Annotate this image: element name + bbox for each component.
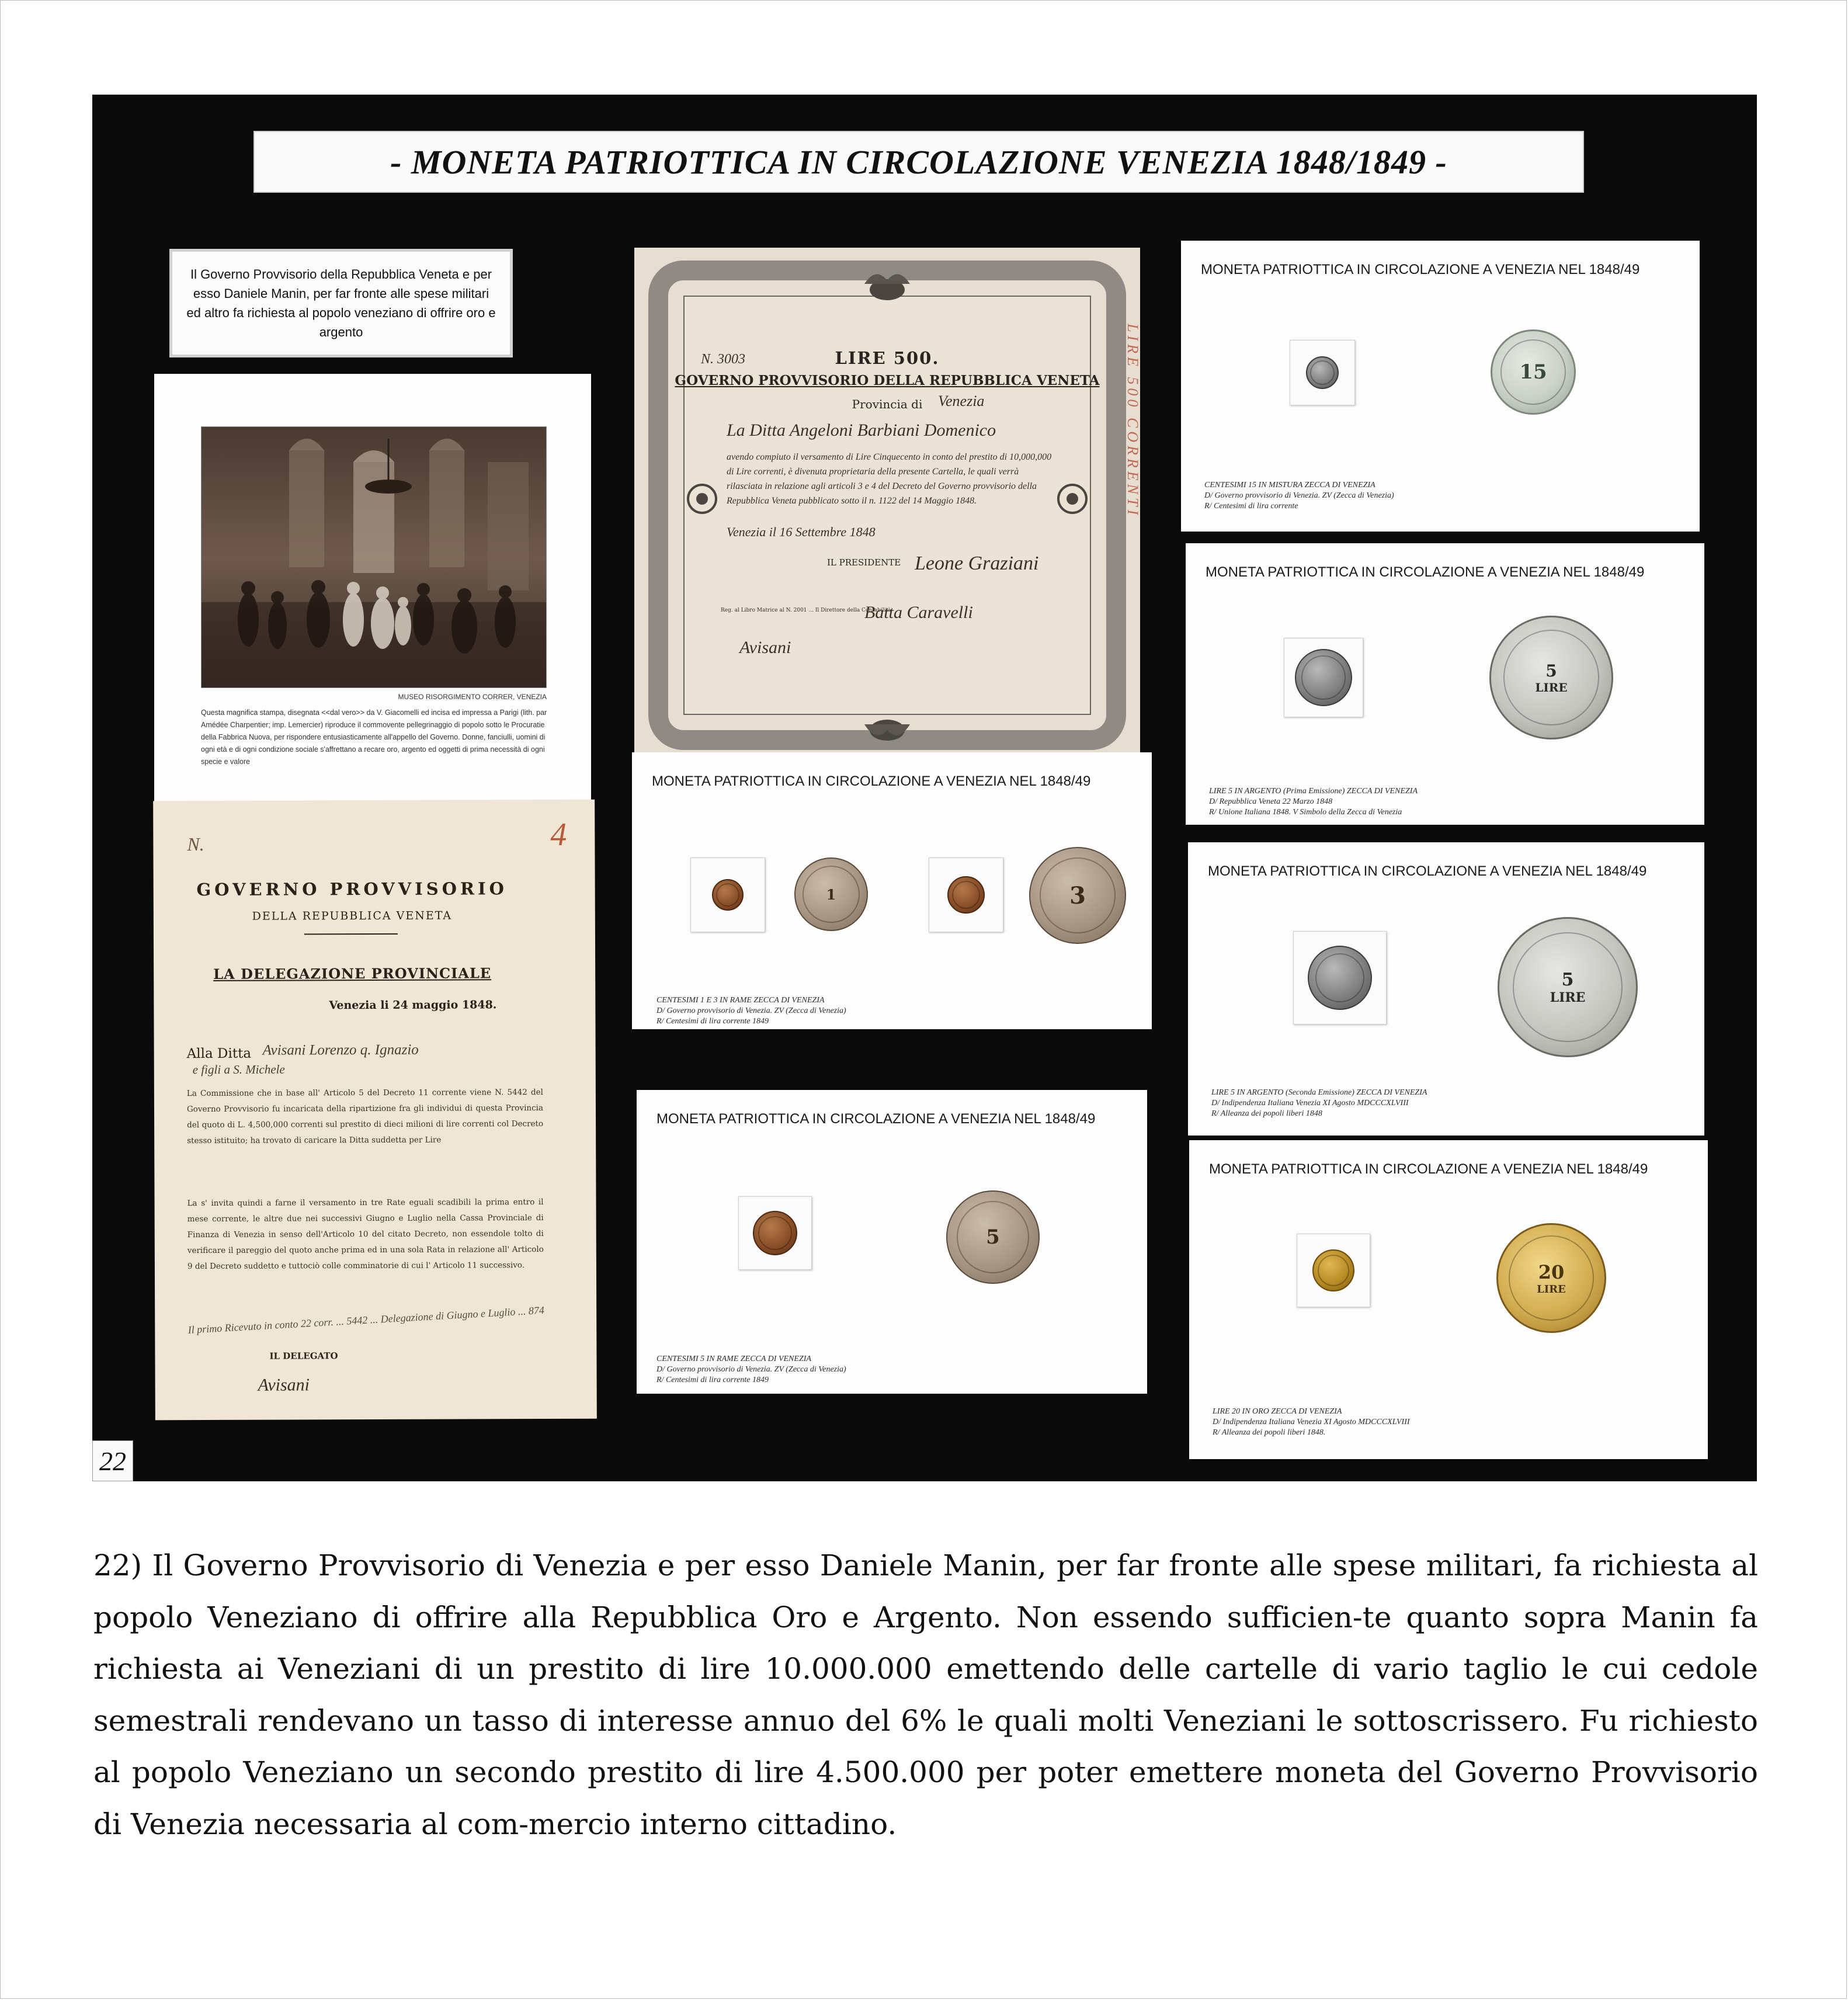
letter-body-2: La s' invita quindi a farne il versamento in tre Rate eguali scadibili la prima entro il mese corrente, le altre due nei successivi Giugno e Luglio nella Cassa Provinciale di Finanza di Venezia in senso dell'Articolo 10 del citato Decreto, non essendole tolto di verificare il pareggio del quoto anche prima ed in una sola Rata in relazione all' Articolo 9 del Decreto suddetto e tuttociò colle comminatorie di cui l' Articolo 11 successivo. [187,1197,544,1272]
coin-denomination: 5 [1561,969,1574,990]
letter-addressee-handwriting-2: e figli a S. Michele [192,1062,285,1077]
letter-signature: Avisani [258,1375,310,1395]
certificate-provincia: Provincia di [852,397,923,411]
coin-denomination: 5 [1545,661,1557,680]
coin-obverse [753,1211,797,1255]
coin-denomination: 1 [826,886,836,903]
engraving-description: Questa magnifica stampa, disegnata <<dal vero>> da V. Giacomelli ed incisa ed impressa a Parigi (lith. par Amédée Charpentier; imp. Lemercier) riproduce il commovente pellegrinaggio di popolo sotto le Procuratie della Fabbrica Nuova, per rispondere entusiasticamente all'appello del Governo. Donne, fanciulli, uomini di ogni età e di ogni condizione sociale s'affrettano a recare oro, argento ed oggetti di prima necessità di ogni specie e valore [201,709,547,766]
coin-denomination: 20 [1538,1261,1565,1283]
certificate-issuer: GOVERNO PROVVISORIO DELLA REPUBBLICA VENETA [675,373,1100,388]
certificate-president-signature: Leone Graziani [915,553,1039,574]
engraving-illustration [202,427,547,688]
coin-obverse [1295,649,1352,706]
coin-holder [690,857,765,932]
engraving-caption: MUSEO RISORGIMENTO CORRER, VENEZIA [398,693,547,701]
certificate-number: N. 3003 [701,352,746,367]
coin-card-lire-20-oro [1189,1140,1708,1459]
coin-card-desc-line-3: R/ Centesimi di lira corrente 1849 [656,1376,769,1384]
coin-unit: LIRE [1537,1283,1566,1296]
letter-date: Venezia li 24 maggio 1848. [329,998,497,1012]
letter-number: 4 [550,816,567,853]
winged-lion-icon [859,266,916,304]
coin-obverse [1306,356,1339,389]
letter-addressee-label: Alla Ditta [186,1046,252,1062]
coin-holder [1284,638,1363,717]
coin-denomination: 15 [1519,360,1547,384]
coin-card-desc-line-1: CENTESIMI 15 IN MISTURA ZECCA DI VENEZIA [1204,481,1375,489]
letter-delegato: IL DELEGATO [269,1350,338,1362]
exhibit-title: - MONETA PATRIOTTICA IN CIRCOLAZIONE VENEZIA 1848/1849 - [253,131,1584,193]
coin-card-centesimi-5 [637,1090,1147,1394]
coin-denomination: 3 [1069,881,1086,909]
coin-card-desc-line-2: D/ Repubblica Veneta 22 Marzo 1848 [1209,797,1333,806]
certificate-emblem-right-icon [1055,470,1090,528]
coin-obverse [1308,946,1372,1010]
letter-rule [304,933,398,935]
coin-card-title: MONETA PATRIOTTICA IN CIRCOLAZIONE A VENEZIA NEL 1848/49 [1208,863,1647,879]
certificate-director-signature: Batta Caravelli [864,603,973,622]
certificate-president-label: IL PRESIDENTE [827,557,901,568]
coin-card-desc-line-2: D/ Governo provvisorio di Venezia. ZV (Zecca di Venezia) [656,1365,846,1374]
certificate-body: avendo compiuto il versamento di Lire Cinquecento in conto del prestito di 10,000,000 di Lire correnti, è divenuta proprietaria della presente Cartella, le quali verrà rilasciata in relazione agli articoli 3 e 4 del Decreto del Governo provvisorio della Repubblica Veneta pubblicato sotto il n. 1122 del 14 Maggio 1848. [727,452,1052,506]
loan-certificate [634,248,1140,764]
certificate-vertical-stamp: LIRE 500 CORRENTI [1124,324,1141,519]
coin-card-title: MONETA PATRIOTTICA IN CIRCOLAZIONE A VENEZIA NEL 1848/49 [1209,1161,1648,1177]
coin-denomination: 5 [986,1225,1000,1249]
coin-card-lire-5-prima [1186,543,1704,825]
coin-reverse [1498,917,1638,1057]
intro-label-card: Il Governo Provvisorio della Repubblica Veneta e per esso Daniele Manin, per far fronte alle spese militari ed altro fa richiesta al popolo veneziano di offrire oro e argento [169,249,513,357]
caption-paragraph: 22) Il Governo Provvisorio di Venezia e per esso Daniele Manin, per far fronte alle spese militari, fa richiesta al popolo Veneziano di offrire alla Repubblica Oro e Argento. Non essendo sufficien-te quanto sopra Manin fa richiesta ai Veneziani di un prestito di lire 10.000.000 emettendo delle cartelle di vario taglio le cui cedole semestrali rendevano un tasso di interesse annuo del 6% le quali molti Veneziani le sottoscrissero. Fu richiesto al popolo Veneziano un secondo prestito di lire 4.500.000 per poter emettere moneta del Governo Provvisorio di Venezia necessaria al com-mercio interno cittadino. [93,1548,1758,1841]
letter-scribble: N. [187,834,204,855]
certificate-amount: LIRE 500. [835,348,940,368]
letter-office: LA DELEGAZIONE PROVINCIALE [213,964,492,982]
coin-card-desc-line-1: LIRE 5 IN ARGENTO (Prima Emissione) ZECCA DI VENEZIA [1209,787,1418,796]
coin-card-desc-line-3: R/ Centesimi di lira corrente [1204,502,1298,511]
coin-reverse [1489,616,1613,739]
coin-card-title: MONETA PATRIOTTICA IN CIRCOLAZIONE A VENEZIA NEL 1848/49 [1201,262,1640,277]
certificate-emblem-icon [685,470,720,528]
coin-card-title: MONETA PATRIOTTICA IN CIRCOLAZIONE A VENEZIA NEL 1848/49 [1206,564,1645,580]
letter-subheading: DELLA REPUBBLICA VENETA [252,909,453,923]
coin-card-desc-line-2: D/ Governo provvisorio di Venezia. ZV (Zecca di Venezia) [656,1006,846,1015]
coin-card-desc-line-1: CENTESIMI 5 IN RAME ZECCA DI VENEZIA [656,1355,811,1363]
coin-card-desc-line-3: R/ Centesimi di lira corrente 1849 [656,1017,769,1026]
certificate-date: Venezia il 16 Settembre 1848 [727,525,876,539]
letter-handwritten-note: Il primo Ricevuto in conto 22 corr. ... 5442 ... Delegazione di Giugno e Luglio ... 874 [187,1304,545,1336]
provisional-government-letter [153,800,597,1421]
coin-obverse [1312,1249,1354,1291]
certificate-provincia-hand: Venezia [938,393,985,409]
coin-card-desc-line-2: D/ Indipendenza Italiana Venezia XI Agosto MDCCCXLVIII [1211,1099,1409,1107]
coin-card-desc-line-1: LIRE 20 IN ORO ZECCA DI VENEZIA [1213,1407,1342,1416]
coin-holder [1297,1234,1370,1307]
coin-card-desc-line-1: CENTESIMI 1 E 3 IN RAME ZECCA DI VENEZIA [656,996,825,1005]
coin-card-desc-line-3: R/ Unione Italiana 1848. V Simbolo della Zecca di Venezia [1209,808,1402,817]
coin-obverse [947,876,985,914]
coin-reverse-1 [794,857,868,931]
engraving-image [201,426,547,688]
coin-card-centesimi-15 [1181,241,1700,532]
coin-card-desc-line-2: D/ Indipendenza Italiana Venezia XI Agosto MDCCCXLVIII [1213,1418,1410,1426]
certificate-registration: Reg. al Libro Matrice al N. 2001 ... Il Direttore della Contabilità [721,607,891,613]
coin-card-title: MONETA PATRIOTTICA IN CIRCOLAZIONE A VENEZIA NEL 1848/49 [656,1111,1096,1127]
coin-card-centesimi-1-3 [632,752,1152,1029]
winged-lion-bottom-icon [859,710,916,748]
coin-obverse [712,879,744,911]
coin-card-title: MONETA PATRIOTTICA IN CIRCOLAZIONE A VENEZIA NEL 1848/49 [652,773,1091,789]
coin-reverse [946,1190,1040,1284]
certificate-third-signature: Avisani [739,638,791,657]
coin-card-desc-line-3: R/ Alleanza dei popoli liberi 1848. [1213,1428,1326,1437]
board-page-number: 22 [92,1440,133,1481]
coin-holder [1293,931,1387,1025]
coin-holder [929,857,1003,932]
coin-reverse-3 [1029,847,1126,944]
coin-holder [1290,340,1355,405]
coin-card-desc-line-2: D/ Governo provvisorio di Venezia. ZV (Zecca di Venezia) [1204,491,1394,500]
coin-card-desc-line-3: R/ Alleanza dei popoli liberi 1848 [1211,1109,1322,1118]
coin-card-desc-line-1: LIRE 5 IN ARGENTO (Seconda Emissione) ZECCA DI VENEZIA [1211,1088,1427,1097]
coin-reverse [1491,329,1576,415]
certificate-holder: La Ditta Angeloni Barbiani Domenico [727,421,996,440]
coin-card-lire-5-seconda [1188,842,1704,1136]
coin-holder [738,1196,812,1270]
coin-unit: LIRE [1550,989,1586,1005]
coin-reverse [1496,1223,1606,1333]
letter-heading: GOVERNO PROVVISORIO [196,879,508,900]
coin-unit: LIRE [1535,680,1568,695]
letter-body-1: La Commissione che in base all' Articolo 5 del Decreto 11 corrente viene N. 5442 del Governo Provvisorio fu incaricata della ripartizione fra gli individui di questa Provincia del quoto di L. 4,500,000 correnti sul prestito di dieci milioni di lire correnti col Decreto stesso istituito; ha trovato di caricare la Ditta suddetta per Lire [186,1087,544,1146]
letter-addressee-handwriting: Avisani Lorenzo q. Ignazio [262,1041,419,1058]
exhibit-board [92,95,1757,1481]
